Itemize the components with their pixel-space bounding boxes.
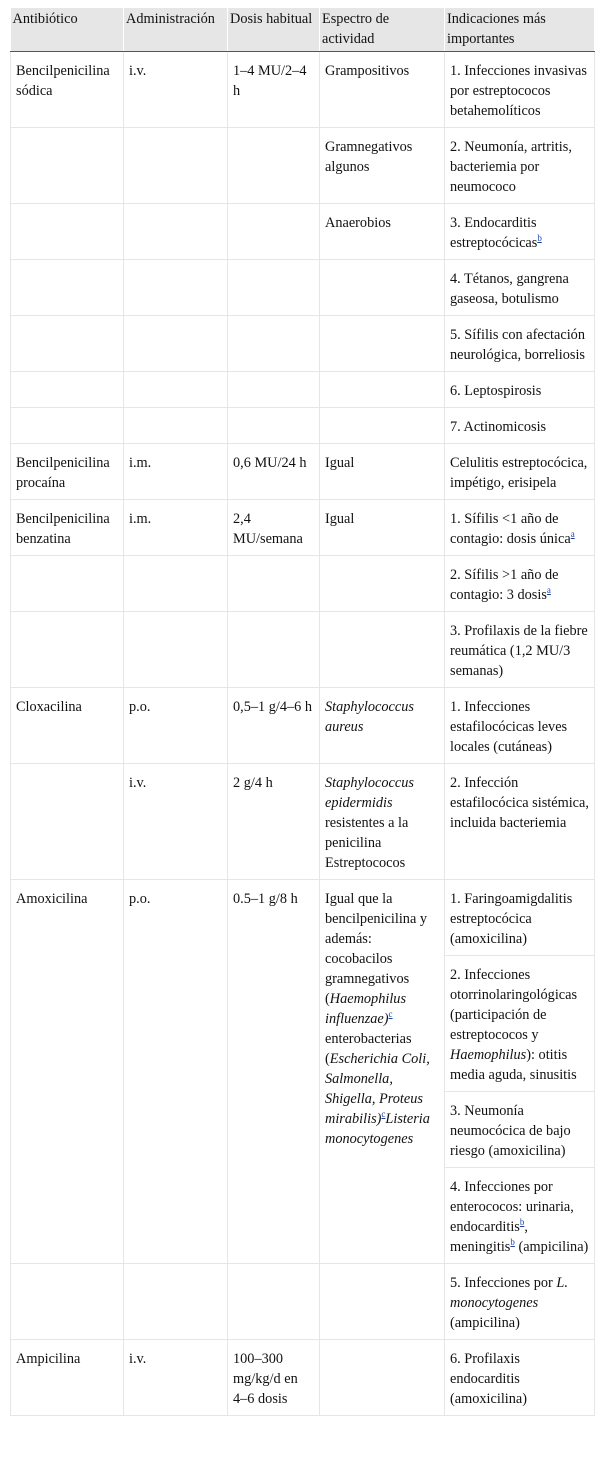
table-row bbox=[11, 764, 595, 880]
footnote-link-b[interactable]: b bbox=[537, 233, 542, 243]
antibiotic-cell: Cloxacilina bbox=[11, 688, 124, 764]
dose-cell: 0,5–1 g/4–6 h bbox=[228, 688, 320, 764]
table-row bbox=[11, 1340, 595, 1416]
indication-cell: 4. Infecciones por enterococos: urinaria, endocarditis$^b$, meningitis$^b$ (ampicilina) bbox=[445, 1168, 595, 1264]
spectrum-cell: Anaerobios bbox=[320, 204, 445, 260]
indication-cell: 5. Sífilis con afectación neurológica, borreliosis bbox=[445, 316, 595, 372]
table-row bbox=[11, 316, 595, 372]
dose-cell: 2,4 MU/semana bbox=[228, 500, 320, 556]
table-row bbox=[11, 688, 595, 764]
spectrum-cell: Igual bbox=[320, 444, 445, 500]
spectrum-cell: Igual que la bencilpenicilina y además: cocobacilos gramnegativos (Haemophilus influenzae)$^c$ enterobacterias (Escherichia Coli, Salmonella, Shigella, Proteus mirabilis)$^c$Listeria monocytogenes bbox=[320, 880, 445, 1264]
dose-cell: 0,6 MU/24 h bbox=[228, 444, 320, 500]
table-row bbox=[11, 444, 595, 500]
spectrum-cell: Staphylococcus epidermidis resistentes a la penicilina Estreptococos bbox=[320, 764, 445, 880]
footnote-link-b[interactable]: b bbox=[519, 1217, 525, 1227]
spectrum-cell: Staphylococcus aureus bbox=[320, 688, 445, 764]
indication-cell: 3. Neumonía neumocócica de bajo riesgo (amoxicilina) bbox=[445, 1092, 595, 1168]
header-indications: Indicaciones más importantes bbox=[445, 8, 595, 52]
table-row bbox=[11, 500, 595, 556]
header-row bbox=[11, 8, 595, 52]
indication-cell: 4. Tétanos, gangrena gaseosa, botulismo bbox=[445, 260, 595, 316]
table-row bbox=[11, 612, 595, 688]
header-spectrum: Espectro de actividad bbox=[320, 8, 445, 52]
indication-cell: 1. Faringoamigdalitis estreptocócica (amoxicilina) bbox=[445, 880, 595, 956]
antibiotics-table bbox=[10, 8, 595, 1416]
footnote-link-b[interactable]: b bbox=[510, 1237, 515, 1247]
spectrum-cell bbox=[320, 1340, 445, 1416]
dose-cell: 1–4 MU/2–4 h bbox=[228, 52, 320, 128]
dose-cell: 2 g/4 h bbox=[228, 764, 320, 880]
admin-cell: i.v. bbox=[124, 1340, 228, 1416]
indication-cell: 1. Infecciones invasivas por estreptococos betahemolíticos bbox=[445, 52, 595, 128]
spectrum-cell: Gramnegativos algunos bbox=[320, 128, 445, 204]
indication-cell: 6. Leptospirosis bbox=[445, 372, 595, 408]
header-antibiotic: Antibiótico bbox=[11, 8, 124, 52]
spectrum-cell: Igual bbox=[320, 500, 445, 556]
admin-cell: i.v. bbox=[124, 764, 228, 880]
table-row bbox=[11, 204, 595, 260]
table-row bbox=[11, 408, 595, 444]
table-row bbox=[11, 1264, 595, 1340]
spectrum-cell: Grampositivos bbox=[320, 52, 445, 128]
dose-cell: 100–300 mg/kg/d en 4–6 dosis bbox=[228, 1340, 320, 1416]
indication-cell: 2. Sífilis >1 año de contagio: 3 dosis$^a$ bbox=[445, 556, 595, 612]
admin-cell: i.m. bbox=[124, 444, 228, 500]
table-row bbox=[11, 880, 595, 956]
table-row bbox=[11, 556, 595, 612]
header-dose: Dosis habitual bbox=[228, 8, 320, 52]
admin-cell: i.m. bbox=[124, 500, 228, 556]
footnote-link-c[interactable]: c bbox=[381, 1109, 386, 1119]
table-row bbox=[11, 52, 595, 128]
table-row bbox=[11, 260, 595, 316]
footnote-link-c[interactable]: c bbox=[388, 1009, 393, 1019]
antibiotic-cell: Bencilpenicilina procaína bbox=[11, 444, 124, 500]
admin-cell: p.o. bbox=[124, 688, 228, 764]
indication-cell: 3. Endocarditis estreptocócicas$^b$ bbox=[445, 204, 595, 260]
table-row bbox=[11, 128, 595, 204]
antibiotic-cell: Amoxicilina bbox=[11, 880, 124, 1264]
indication-cell: 3. Profilaxis de la fiebre reumática (1,2 MU/3 semanas) bbox=[445, 612, 595, 688]
indication-cell: 2. Neumonía, artritis, bacteriemia por neumococo bbox=[445, 128, 595, 204]
indication-cell: Celulitis estreptocócica, impétigo, erisipela bbox=[445, 444, 595, 500]
indication-cell: 5. Infecciones por L. monocytogenes (ampicilina) bbox=[445, 1264, 595, 1340]
antibiotic-cell: Ampicilina bbox=[11, 1340, 124, 1416]
indication-cell: 2. Infecciones otorrinolaringológicas (participación de estreptococos y Haemophilus): otitis media aguda, sinusitis bbox=[445, 956, 595, 1092]
antibiotic-cell: Bencilpenicilina sódica bbox=[11, 52, 124, 128]
indication-cell: 1. Sífilis <1 año de contagio: dosis única$^a$ bbox=[445, 500, 595, 556]
header-administration: Administración bbox=[124, 8, 228, 52]
indication-cell: 2. Infección estafilocócica sistémica, incluida bacteriemia bbox=[445, 764, 595, 880]
admin-cell: p.o. bbox=[124, 880, 228, 1264]
table-row bbox=[11, 372, 595, 408]
indication-cell: 7. Actinomicosis bbox=[445, 408, 595, 444]
indication-cell: 6. Profilaxis endocarditis (amoxicilina) bbox=[445, 1340, 595, 1416]
footnote-link-a[interactable]: a bbox=[570, 529, 575, 539]
footnote-link-a[interactable]: a bbox=[546, 585, 551, 595]
dose-cell: 0.5–1 g/8 h bbox=[228, 880, 320, 1264]
antibiotic-cell: Bencilpenicilina benzatina bbox=[11, 500, 124, 556]
admin-cell: i.v. bbox=[124, 52, 228, 128]
indication-cell: 1. Infecciones estafilocócicas leves locales (cutáneas) bbox=[445, 688, 595, 764]
